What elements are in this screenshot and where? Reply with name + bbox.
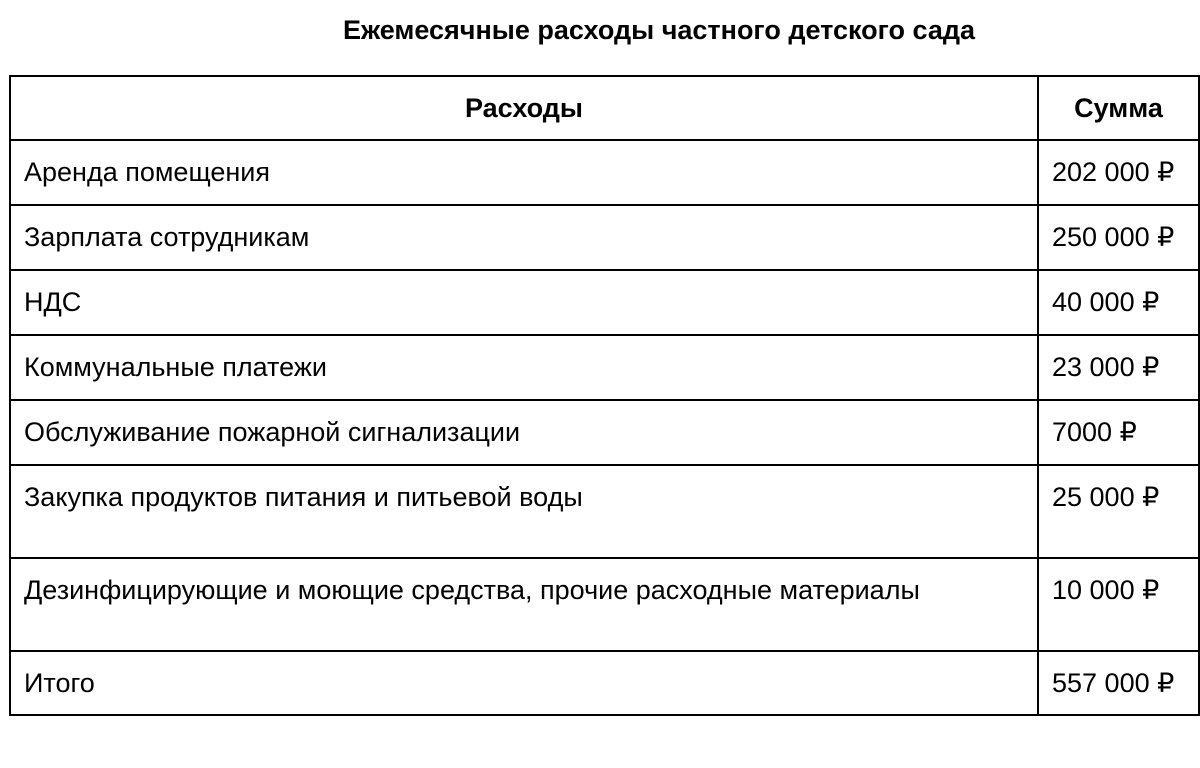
table-row <box>10 205 1199 270</box>
expense-amount: 250 000 ₽ <box>1038 205 1199 270</box>
header-amount: Сумма <box>1038 76 1199 140</box>
expense-amount: 7000 ₽ <box>1038 400 1199 465</box>
table-row <box>10 140 1199 205</box>
expense-name: Обслуживание пожарной сигнализации <box>10 400 1038 465</box>
expense-name: Дезинфицирующие и моющие средства, прочие расходные материалы <box>10 558 1038 651</box>
expense-amount: 23 000 ₽ <box>1038 335 1199 400</box>
expense-name: Аренда помещения <box>10 140 1038 205</box>
table-row <box>10 400 1199 465</box>
header-expenses: Расходы <box>10 76 1038 140</box>
expense-amount: 40 000 ₽ <box>1038 270 1199 335</box>
page-title: Ежемесячные расходы частного детского сада <box>342 15 976 45</box>
expenses-table <box>9 75 1200 716</box>
expense-name: Закупка продуктов питания и питьевой воды <box>10 465 1038 558</box>
total-label: Итого <box>10 651 1038 715</box>
table-header-row <box>10 76 1199 140</box>
expense-amount: 25 000 ₽ <box>1038 465 1199 558</box>
expense-name: Зарплата сотрудникам <box>10 205 1038 270</box>
table-row <box>10 270 1199 335</box>
expense-amount: 10 000 ₽ <box>1038 558 1199 651</box>
total-amount: 557 000 ₽ <box>1038 651 1199 715</box>
table-row <box>10 465 1199 558</box>
table-row <box>10 335 1199 400</box>
expense-name: Коммунальные платежи <box>10 335 1038 400</box>
table-row <box>10 558 1199 651</box>
total-row <box>10 651 1199 715</box>
expense-amount: 202 000 ₽ <box>1038 140 1199 205</box>
expense-name: НДС <box>10 270 1038 335</box>
